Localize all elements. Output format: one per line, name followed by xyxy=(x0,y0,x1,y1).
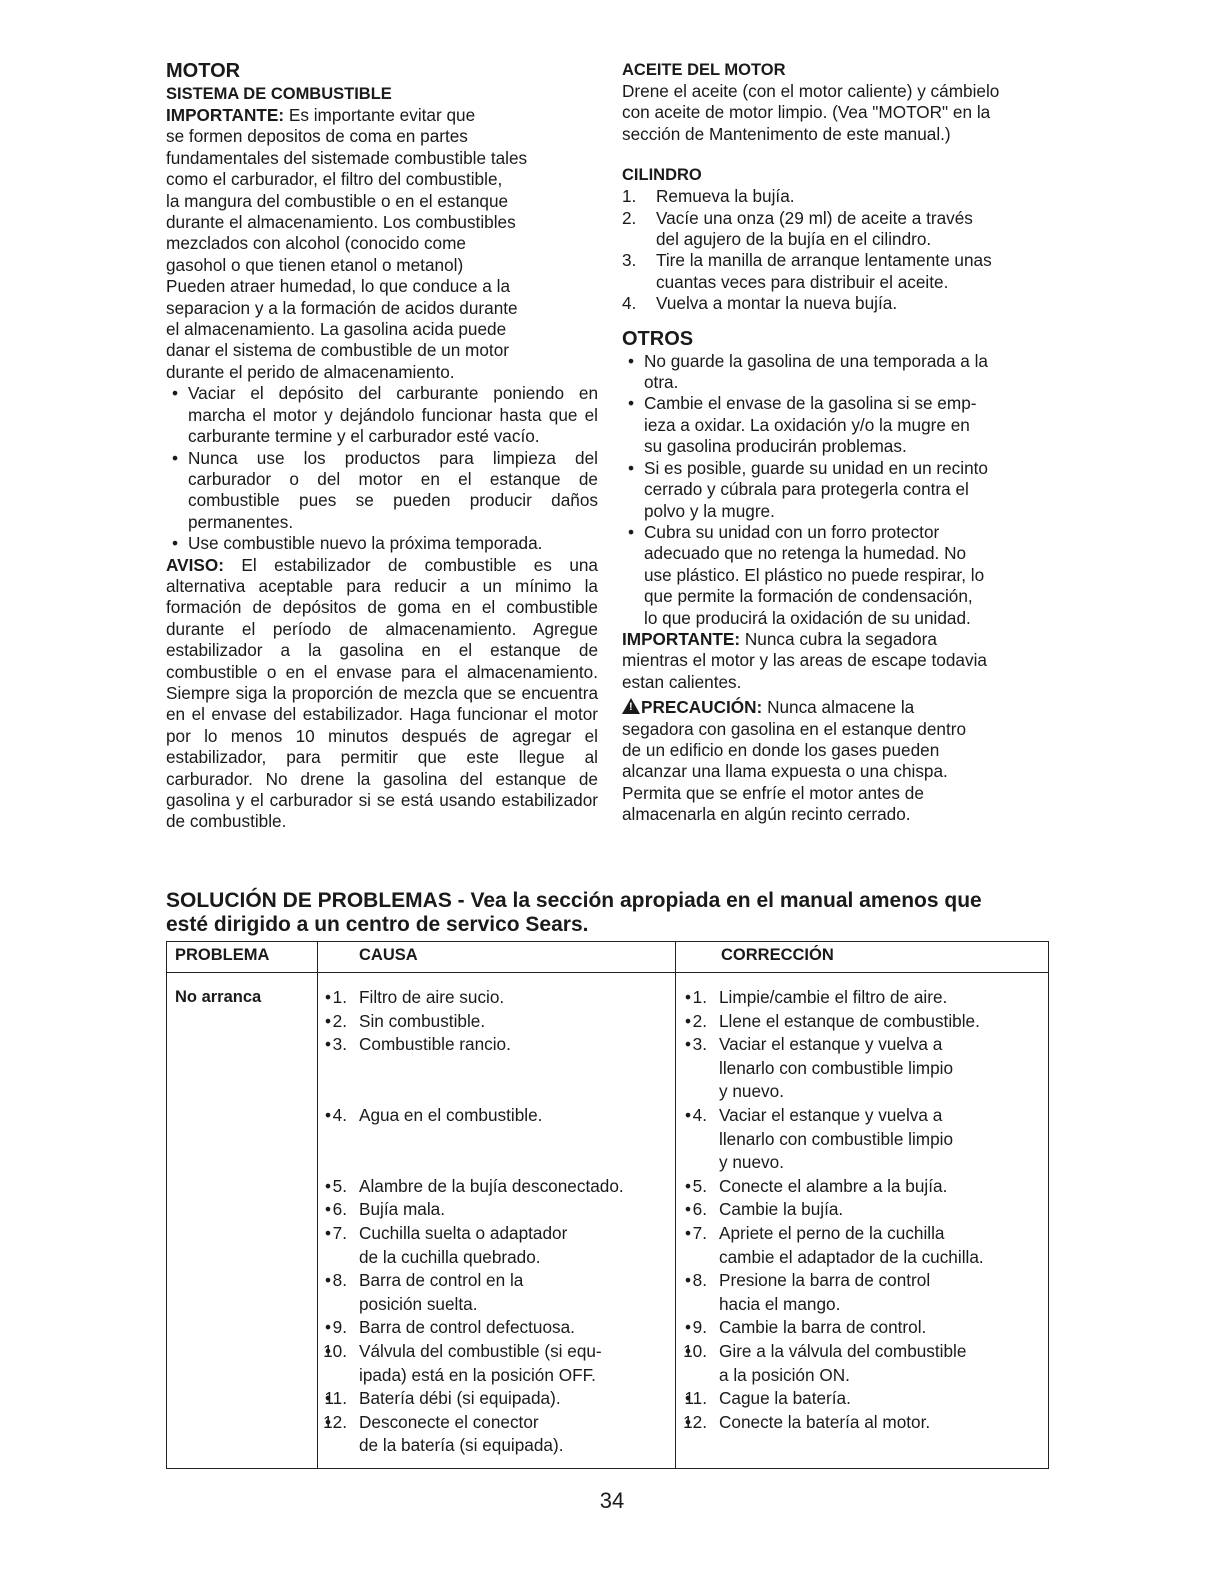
item-number: • 1. xyxy=(332,987,347,1007)
correccion-item xyxy=(679,1010,984,1034)
bullet-line: • No guarde la gasolina de una temporada a la xyxy=(644,350,988,371)
step-line: cuantas veces para distribuir el aceite. xyxy=(656,271,949,292)
importante-line: la mangura del combustible o en el estanque xyxy=(166,190,509,211)
item-line xyxy=(359,1128,624,1152)
aviso-label: AVISO: xyxy=(166,554,224,575)
right-importante-lead: Nunca cubra la segadora xyxy=(744,628,937,649)
item-number: • 11. xyxy=(324,1388,347,1409)
causa-item xyxy=(319,1387,624,1411)
aviso-paragraph xyxy=(166,555,598,833)
item-line: Sin combustible. xyxy=(359,1010,486,1031)
column-divider xyxy=(675,942,676,1468)
item-line: Conecte el alambre a la bujía. xyxy=(719,1175,948,1196)
others-bullet-list xyxy=(622,351,1054,629)
correccion-item xyxy=(679,1198,984,1222)
item-line: Combustible rancio. xyxy=(359,1034,511,1055)
item-line: Alambre de la bujía desconectado. xyxy=(359,1175,624,1196)
bullet-line: use plástico. El plástico no puede respirar, lo xyxy=(644,564,985,585)
engine-oil-line: sección de Mantenimento de este manual.) xyxy=(622,123,951,144)
item-number: • 3. xyxy=(332,1034,347,1055)
engine-oil-text xyxy=(622,81,1054,145)
item-number: • 4. xyxy=(332,1104,347,1125)
header-problema: PROBLEMA xyxy=(175,946,270,964)
causa-item xyxy=(319,1198,624,1222)
bullet-item xyxy=(622,393,1054,457)
engine-oil-line: Drene el aceite (con el motor caliente) y cámbielo xyxy=(622,81,1000,101)
item-number: • 7. xyxy=(332,1222,347,1243)
aviso-text: El estabilizador de combustible es una alternativa aceptable para reducir a un mínimo la formación de depósitos de goma en el combustible durante el período de almacenamiento. Agregue estabilizador a la gasolina en el estanque de combustible o en el envase para el almacenamiento. Siempre siga la proporción de mezcla que se encuentra en el envase del estabilizador. Haga funcionar el motor por lo menos 10 minutos después de agregar el estabilizador, para permitir que este llegue al carburador. No drene la gasolina del estanque de gasolina y el carburador si se está usando estabilizador de combustible. xyxy=(166,554,598,832)
item-number: • 5. xyxy=(332,1175,347,1196)
item-number: • 10. xyxy=(683,1340,707,1361)
importante-label: IMPORTANTE: xyxy=(166,105,285,125)
item-line: llenarlo con combustible limpio xyxy=(719,1128,954,1149)
importante-line: se formen depositos de coma en partes xyxy=(166,126,468,147)
item-line: ipada) está en la posición OFF. xyxy=(359,1364,596,1385)
item-number: • 8. xyxy=(692,1270,707,1291)
item-line: Conecte la batería al motor. xyxy=(719,1411,931,1432)
item-line xyxy=(359,1151,624,1175)
bullet-item: • Use combustible nuevo la próxima temporada. xyxy=(166,533,598,554)
importante-line: Pueden atraer humedad, lo que conduce a la xyxy=(166,276,511,297)
item-line: Barra de control defectuosa. xyxy=(359,1317,575,1338)
precaucion-label: PRECAUCIÓN: xyxy=(641,697,763,718)
item-line: Filtro de aire sucio. xyxy=(359,987,505,1007)
bullet-line: • Si es posible, guarde su unidad en un recinto xyxy=(644,457,988,478)
item-number: • 10. xyxy=(323,1340,347,1361)
precaucion-line: Permita que se enfríe el motor antes de xyxy=(622,782,924,803)
causa-item xyxy=(319,986,624,1010)
step-line: Vacíe una onza (29 ml) de aceite a través xyxy=(656,207,973,228)
item-line: Apriete el perno de la cuchilla xyxy=(719,1222,945,1243)
item-number: • 11. xyxy=(684,1388,707,1409)
bullet-line: • Cambie el envase de la gasolina si se emp- xyxy=(644,393,977,414)
bullet-item xyxy=(622,458,1054,522)
item-line xyxy=(359,1080,624,1104)
right-importante-label: IMPORTANTE: xyxy=(622,628,741,649)
correccion-item xyxy=(679,986,984,1010)
correccion-item xyxy=(679,1033,984,1104)
problem-no-arranca: No arranca xyxy=(175,988,262,1006)
item-number: • 9. xyxy=(692,1317,707,1338)
importante-lead: Es importante evitar que xyxy=(288,105,476,125)
precaucion-paragraph xyxy=(622,697,1054,825)
fuel-system-heading: SISTEMA DE COMBUSTIBLE xyxy=(166,85,392,103)
importante-line: durante el almacenamiento. Los combustibles xyxy=(166,212,516,233)
item-line: Batería débi (si equipada). xyxy=(359,1388,561,1409)
cylinder-step xyxy=(622,250,1054,293)
correccion-item xyxy=(679,1340,984,1387)
item-line: Bujía mala. xyxy=(359,1199,445,1220)
bullet-line: polvo y la mugre. xyxy=(644,500,775,521)
item-line: Limpie/cambie el filtro de aire. xyxy=(719,987,948,1007)
correccion-item xyxy=(679,1411,984,1435)
bullet-line: ieza a oxidar. La oxidación y/o la mugre en xyxy=(644,414,970,435)
item-number: • 5. xyxy=(692,1175,707,1196)
causa-item xyxy=(319,1340,624,1387)
bullet-line: adecuado que no retenga la humedad. No xyxy=(644,543,967,564)
importante-line: el almacenamiento. La gasolina acida puede xyxy=(166,319,507,340)
importante-line: fundamentales del sistemade combustible tales xyxy=(166,147,528,168)
header-divider xyxy=(167,972,1048,973)
causa-item xyxy=(319,1033,624,1104)
item-number: • 12. xyxy=(683,1411,707,1432)
cylinder-heading: CILINDRO xyxy=(622,166,702,185)
right-importante-lines xyxy=(622,650,1054,693)
item-number: • 3. xyxy=(692,1034,707,1055)
causa-item xyxy=(319,1222,624,1269)
bullet-line: que permite la formación de condensación, xyxy=(644,586,973,607)
precaucion-line: alcanzar una llama expuesta o una chispa. xyxy=(622,761,948,782)
precaucion-line: almacenarla en algún recinto cerrado. xyxy=(622,804,911,825)
cylinder-steps xyxy=(622,186,1054,314)
troubleshooting-title-line1: SOLUCIÓN DE PROBLEMAS - Vea la sección apropiada en el manual amenos que xyxy=(166,889,982,912)
item-line: llenarlo con combustible limpio xyxy=(719,1057,954,1078)
causa-item xyxy=(319,1104,624,1175)
item-number: • 12. xyxy=(323,1411,347,1432)
importante-lines xyxy=(166,126,598,383)
bullet-item: • Nunca use los productos para limpieza del carburador o del motor en el estanque de combustible pues se pueden producir daños permanentes. xyxy=(166,448,598,534)
causa-item xyxy=(319,1175,624,1199)
engine-oil-heading: ACEITE DEL MOTOR xyxy=(622,61,786,79)
item-line: Cague la batería. xyxy=(719,1388,851,1409)
bullet-line: su gasolina producirán problemas. xyxy=(644,436,907,457)
bullet-line: • Cubra su unidad con un forro protector xyxy=(644,521,940,542)
correccion-item xyxy=(679,1269,984,1316)
item-line: y nuevo. xyxy=(719,1152,784,1173)
step-line: Tire la manilla de arranque lentamente unas xyxy=(656,250,992,271)
fuel-bullet-list xyxy=(166,383,598,554)
item-line: Vaciar el estanque y vuelva a xyxy=(719,1104,943,1125)
column-divider xyxy=(317,942,318,1468)
cylinder-step xyxy=(622,208,1054,251)
page-number: 34 xyxy=(599,1488,625,1513)
item-number: • 6. xyxy=(692,1199,707,1220)
item-number: • 6. xyxy=(332,1199,347,1220)
causa-list xyxy=(319,986,624,1458)
header-causa: CAUSA xyxy=(359,946,418,964)
item-line: Presione la barra de control xyxy=(719,1270,931,1291)
item-line: Desconecte el conector xyxy=(359,1411,539,1432)
item-number: • 7. xyxy=(692,1222,707,1243)
correccion-item xyxy=(679,1175,984,1199)
precaucion-lines xyxy=(622,719,1054,826)
importante-line: danar el sistema de combustible de un motor xyxy=(166,340,509,361)
others-heading: OTROS xyxy=(622,327,694,350)
item-line: Vaciar el estanque y vuelva a xyxy=(719,1034,943,1055)
cylinder-step xyxy=(622,186,1054,207)
step-number: 4. xyxy=(622,293,637,314)
item-line xyxy=(359,1057,624,1081)
item-line: Válvula del combustible (si equ- xyxy=(359,1340,602,1361)
item-line: de la cuchilla quebrado. xyxy=(359,1246,541,1267)
item-number: • 8. xyxy=(332,1270,347,1291)
item-line: Cuchilla suelta o adaptador xyxy=(359,1222,568,1243)
importante-paragraph xyxy=(166,105,598,383)
item-number: • 9. xyxy=(332,1317,347,1338)
step-line: del agujero de la bujía en el cilindro. xyxy=(656,229,932,250)
importante-line: gasohol o que tienen etanol o metanol) xyxy=(166,254,464,275)
causa-item xyxy=(319,1010,624,1034)
item-line: Barra de control en la xyxy=(359,1270,524,1291)
causa-item xyxy=(319,1316,624,1340)
item-line: Agua en el combustible. xyxy=(359,1104,543,1125)
item-line: Gire a la válvula del combustible xyxy=(719,1340,967,1361)
importante-line: como el carburador, el filtro del combustible, xyxy=(166,169,503,190)
item-line: y nuevo. xyxy=(719,1081,784,1102)
importante-line: mezclados con alcohol (conocido come xyxy=(166,233,466,254)
bullet-item xyxy=(622,351,1054,394)
bullet-line: otra. xyxy=(644,372,679,393)
bullet-line: cerrado y cúbrala para protegerla contra el xyxy=(644,479,969,500)
right-column xyxy=(622,58,1054,826)
item-number: • 2. xyxy=(692,1010,707,1031)
causa-item xyxy=(319,1269,624,1316)
bullet-item xyxy=(622,522,1054,629)
step-line: Vuelva a montar la nueva bujía. xyxy=(656,293,898,314)
causa-item xyxy=(319,1411,624,1458)
importante-line: estan calientes. xyxy=(622,671,742,692)
bullet-line: lo que producirá la oxidación de su unidad. xyxy=(644,607,971,628)
precaucion-line: de un edificio en donde los gases pueden xyxy=(622,739,940,760)
header-correccion: CORRECCIÓN xyxy=(721,946,834,964)
item-line: posición suelta. xyxy=(359,1293,478,1314)
troubleshooting-title xyxy=(166,889,1056,937)
correccion-item xyxy=(679,1104,984,1175)
warning-icon: ! xyxy=(622,698,640,714)
item-line: cambie el adaptador de la cuchilla. xyxy=(719,1246,984,1267)
precaucion-line: segadora con gasolina en el estanque dentro xyxy=(622,718,967,739)
item-line: Llene el estanque de combustible. xyxy=(719,1010,980,1031)
item-line: Cambie la bujía. xyxy=(719,1199,844,1220)
importante-line: mientras el motor y las areas de escape todavia xyxy=(622,650,987,671)
left-column xyxy=(166,58,598,833)
right-importante-paragraph xyxy=(622,629,1054,693)
correccion-item xyxy=(679,1316,984,1340)
item-line: de la batería (si equipada). xyxy=(359,1435,564,1456)
bullet-item: • Vaciar el depósito del carburante poniendo en marcha el motor y dejándolo funcionar hasta que el carburante termine y el carburador esté vacío. xyxy=(166,383,598,447)
importante-line: durante el perido de almacenamiento. xyxy=(166,361,455,382)
item-number: • 2. xyxy=(332,1010,347,1031)
correccion-item xyxy=(679,1387,984,1411)
step-line: Remueva la bujía. xyxy=(656,186,795,207)
step-number: 2. xyxy=(622,207,637,228)
step-number: 3. xyxy=(622,250,637,271)
motor-heading: MOTOR xyxy=(166,60,241,82)
troubleshooting-title-line2: esté dirigido a un centro de servico Sears. xyxy=(166,913,589,936)
correccion-item xyxy=(679,1222,984,1269)
item-line: a la posición ON. xyxy=(719,1364,850,1385)
importante-line: separacion y a la formación de acidos durante xyxy=(166,297,518,318)
item-number: • 1. xyxy=(692,987,707,1007)
precaucion-lead: Nunca almacene la xyxy=(767,697,915,718)
cylinder-step xyxy=(622,293,1054,314)
item-number: • 4. xyxy=(692,1104,707,1125)
item-line: hacia el mango. xyxy=(719,1293,841,1314)
correccion-list xyxy=(679,986,984,1434)
engine-oil-line: con aceite de motor limpio. (Vea "MOTOR" en la xyxy=(622,102,991,123)
step-number: 1. xyxy=(622,186,637,207)
troubleshooting-table xyxy=(166,941,1049,1469)
item-line: Cambie la barra de control. xyxy=(719,1317,927,1338)
